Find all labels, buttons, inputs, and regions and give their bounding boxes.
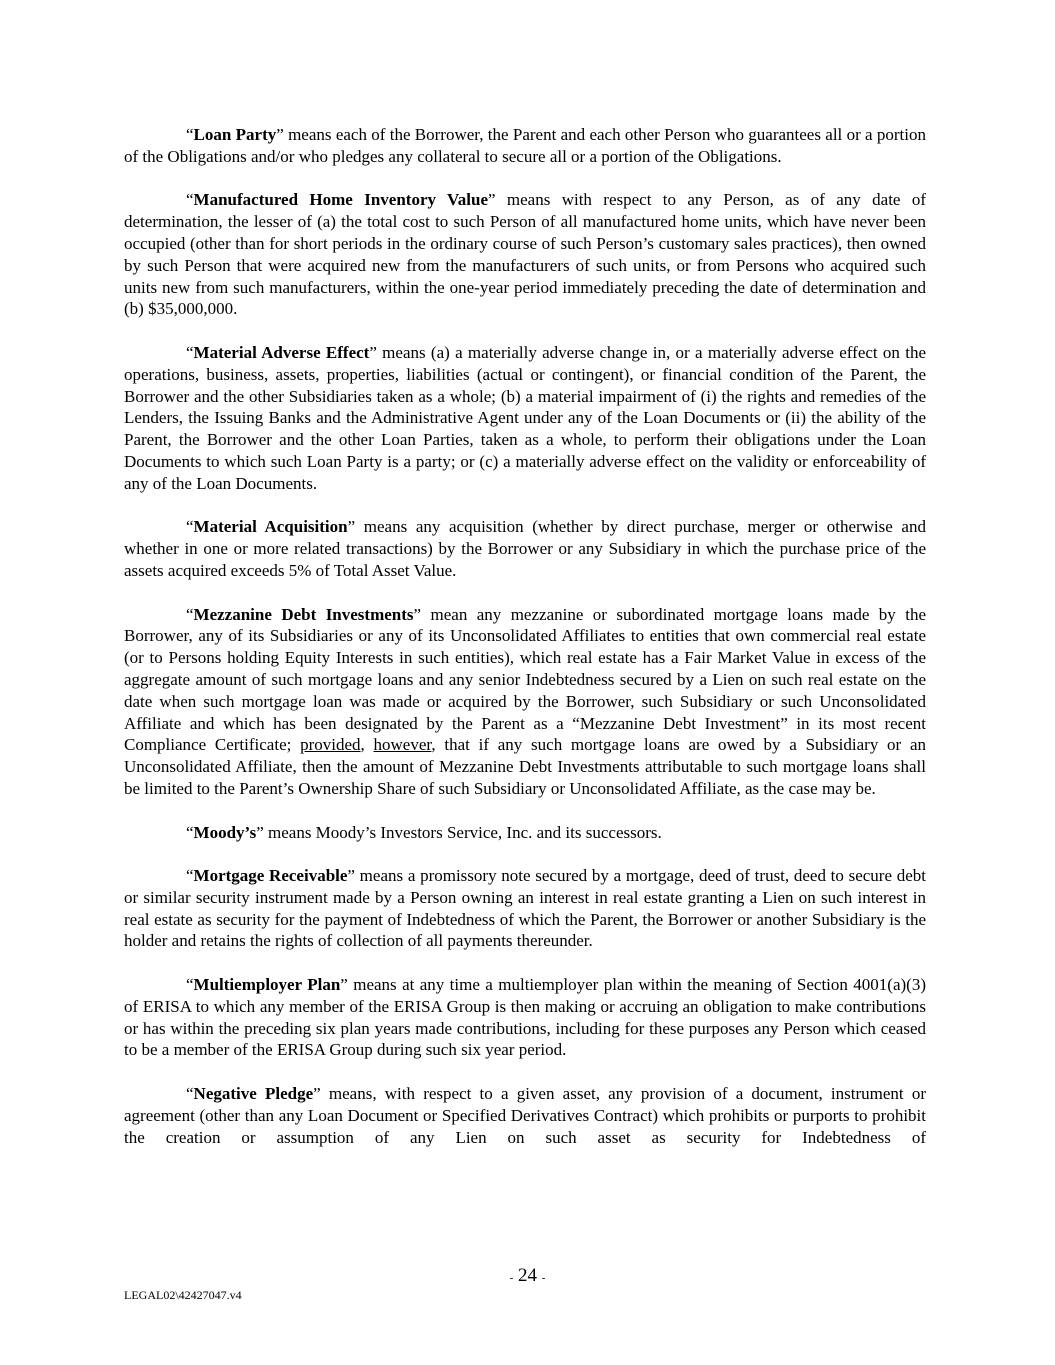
quote: “ <box>186 517 194 537</box>
underlined-provided: provided <box>300 735 361 755</box>
separator: , <box>360 735 374 755</box>
definition-text: ” means a promissory note secured by a mortgage, deed of trust, deed to secure debt or similar security instrument made by a Person owning an interest in real estate granting a Lien on such interest in real estate as security for the payment of Indebtedness of which the Parent, the Borrower or another Subsidiary is the holder and retains the rights of collection of all payments thereunder. <box>124 866 926 951</box>
underlined-however: however <box>373 735 432 755</box>
quote: “ <box>186 1084 194 1104</box>
quote: “ <box>186 190 194 210</box>
definition-moodys <box>124 822 926 844</box>
defined-term: Mortgage Receivable <box>193 866 348 886</box>
definition-text: ” means with respect to any Person, as of any date of determination, the lesser of (a) the total cost to such Person of all manufactured home units, which have never been occupied (other than for short periods in the ordinary course of such Person’s customary sales practices), then owned by such Person that were acquired new from the manufacturers of such units, or from Persons who acquired such units new from such manufacturers, within the one-year period immediately preceding the date of determination and (b) $35,000,000. <box>124 190 926 319</box>
document-id: LEGAL02\42427047.v4 <box>124 1288 242 1302</box>
defined-term: Material Acquisition <box>193 517 348 537</box>
defined-term: Negative Pledge <box>193 1084 314 1104</box>
quote: “ <box>186 125 194 144</box>
page-number <box>0 1265 1055 1287</box>
definition-text: ” means each of the Borrower, the Parent and each other Person who guarantees all or a portion of the Obligations and/or who pledges any collateral to secure all or a portion of the Obligations. <box>124 125 926 166</box>
definition-material-adverse-effect <box>124 342 926 495</box>
defined-term: Material Adverse Effect <box>193 342 370 362</box>
quote: “ <box>186 975 194 995</box>
quote: “ <box>186 866 194 886</box>
definition-text: ” means, with respect to a given asset, any provision of a document, instrument or agreement (other than any Loan Document or Specified Derivatives Contract) which prohibits or purports to prohibit the creation or assumption of any Lien on such asset as security for Indebtedness of <box>124 1084 926 1147</box>
definition-material-acquisition <box>124 516 926 581</box>
definition-mezzanine-debt-investments <box>124 604 926 800</box>
quote: “ <box>186 822 194 842</box>
page-dash: - <box>509 1272 514 1284</box>
definition-text: ” means Moody’s Investors Service, Inc. and its successors. <box>256 822 662 842</box>
page-dash: - <box>541 1272 546 1284</box>
definition-text: ” means at any time a multiemployer plan within the meaning of Section 4001(a)(3) of ERISA to which any member of the ERISA Group is then making or accruing an obligation to make contributions or has within the preceding six plan years made contributions, including for these purposes any Person which ceased to be a member of the ERISA Group during such six year period. <box>124 975 926 1060</box>
defined-term: Mezzanine Debt Investments <box>193 604 414 624</box>
quote: “ <box>186 342 194 362</box>
defined-term: Multiemployer Plan <box>193 975 341 995</box>
definition-text: ” mean any mezzanine or subordinated mortgage loans made by the Borrower, any of its Subsidiaries or any of its Unconsolidated Affiliates to entities that own commercial real estate (or to Persons holding Equity Interests in such entities), which real estate has a Fair Market Value in excess of the aggregate amount of such mortgage loans and any senior Indebtedness secured by a Lien on such real estate on the date when such mortgage loan was made or acquired by the Borrower, such Subsidiary or such Unconsolidated Affiliate and which has been designated by the Parent as a “Mezzanine Debt Investment” in its most recent Compliance Certificate; <box>124 604 926 755</box>
definition-loan-party <box>124 124 926 168</box>
defined-term: Moody’s <box>193 822 257 842</box>
defined-term: Loan Party <box>193 125 277 144</box>
definition-negative-pledge <box>124 1083 926 1148</box>
defined-term: Manufactured Home Inventory Value <box>193 190 488 210</box>
page-number-value: 24 <box>518 1265 537 1286</box>
definition-text-continued: , that if any such mortgage loans are owed by a Subsidiary or an Unconsolidated Affiliate, then the amount of Mezzanine Debt Investments attributable to such mortgage loans shall be limited to the Parent’s Ownership Share of such Subsidiary or Unconsolidated Affiliate, as the case may be. <box>124 735 927 798</box>
quote: “ <box>186 604 194 624</box>
document-page <box>124 124 926 1170</box>
definition-text: ” means (a) a materially adverse change in, or a materially adverse effect on the operations, business, assets, properties, liabilities (actual or contingent), or financial condition of the Parent, the Borrower and the other Subsidiaries taken as a whole; (b) a material impairment of (i) the rights and remedies of the Lenders, the Issuing Banks and the Administrative Agent under any of the Loan Documents or (ii) the ability of the Parent, the Borrower and the other Loan Parties, taken as a whole, to perform their obligations under the Loan Documents to which such Loan Party is a party; or (c) a materially adverse effect on the validity or enforceability of any of the Loan Documents. <box>124 342 926 493</box>
definition-multiemployer-plan <box>124 974 926 1061</box>
definition-mortgage-receivable <box>124 865 926 952</box>
definition-manufactured-home-inventory-value <box>124 189 926 320</box>
definition-text: ” means any acquisition (whether by direct purchase, merger or otherwise and whether in one or more related transactions) by the Borrower or any Subsidiary in which the purchase price of the assets acquired exceeds 5% of Total Asset Value. <box>124 517 926 580</box>
